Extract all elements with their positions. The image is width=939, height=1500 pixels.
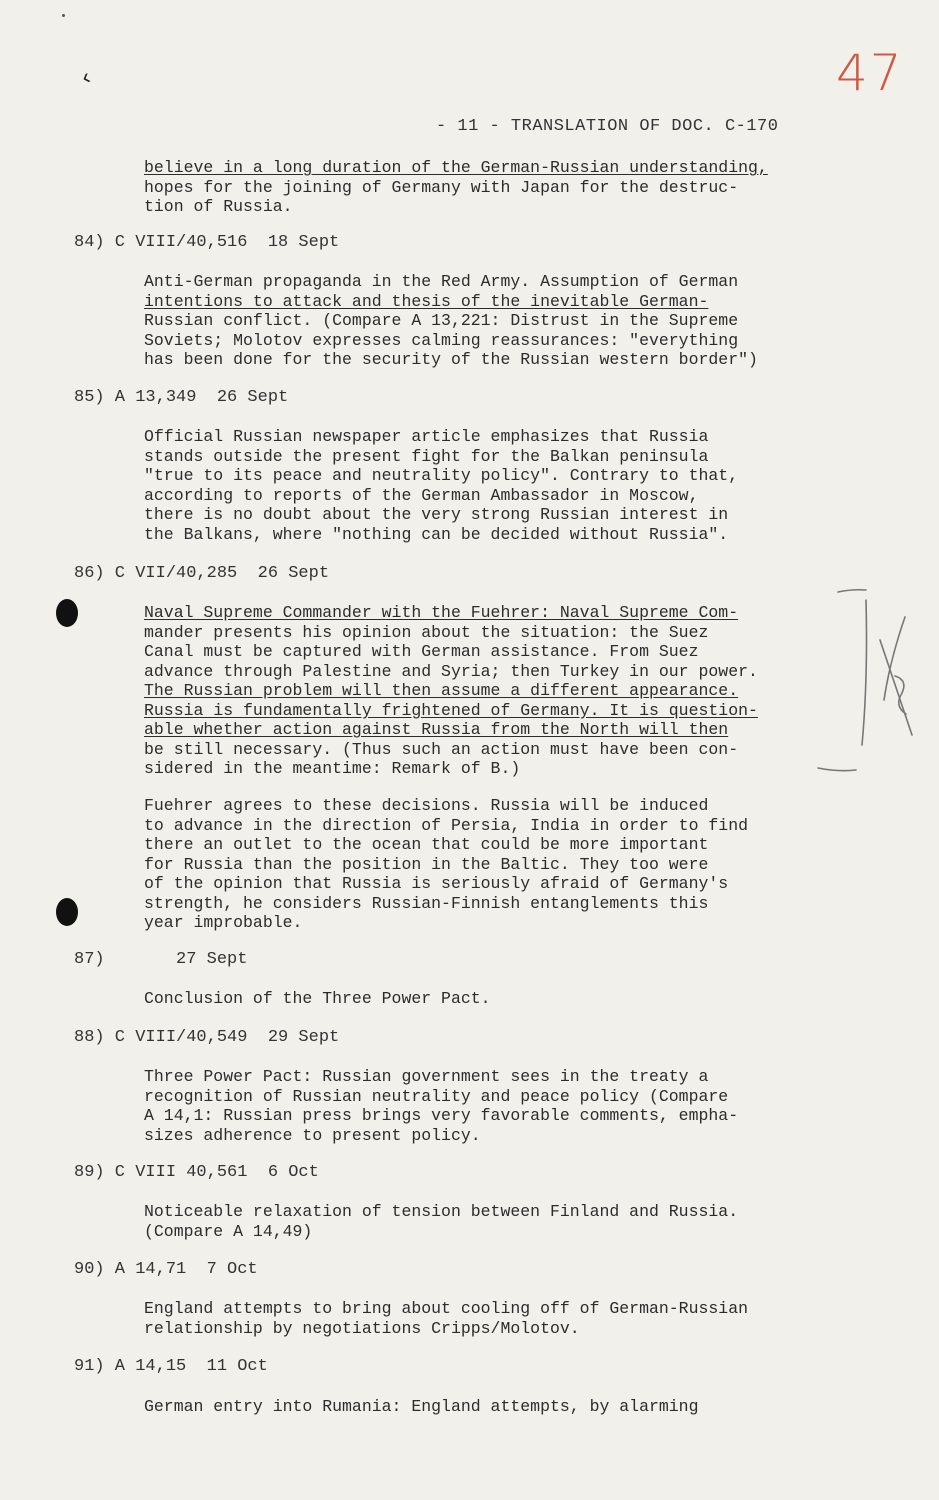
entry-85-line: Official Russian newspaper article emphasizes that Russia <box>144 427 709 446</box>
entry-85-id: 85) A 13,349 26 Sept <box>74 388 289 407</box>
entry-90-line: England attempts to bring about cooling off of German-Russian <box>144 1299 748 1318</box>
entry-90-id: 90) A 14,71 7 Oct <box>74 1260 258 1279</box>
entry-84-line: intentions to attack and thesis of the inevitable German- <box>144 291 709 311</box>
entry-89-line: Noticeable relaxation of tension between Finland and Russia. <box>144 1202 739 1221</box>
entry-86-line: Naval Supreme Commander with the Fuehrer: Naval Supreme Com- <box>144 603 739 622</box>
entry-85-line: "true to its peace and neutrality policy". Contrary to that, <box>144 466 739 485</box>
entry-86-line-2: year improbable. <box>144 913 303 932</box>
entry-86-text <box>144 603 864 779</box>
entry-84-line: Anti-German propaganda in the Red Army. Assumption of German <box>144 272 739 291</box>
entry-86-line: Canal must be captured with German assistance. From Suez <box>144 642 699 661</box>
entry-86-line-2: to advance in the direction of Persia, India in order to find <box>144 815 748 835</box>
speck-mark <box>62 14 65 17</box>
entry-85-line: according to reports of the German Ambassador in Moscow, <box>144 485 699 505</box>
entry-89-id: 89) C VIII 40,561 6 Oct <box>74 1163 319 1182</box>
entry-88-line: sizes adherence to present policy. <box>144 1125 481 1145</box>
entry-86-line-2: Fuehrer agrees to these decisions. Russia will be induced <box>144 796 709 815</box>
document-header: - 11 - TRANSLATION OF DOC. C-170 <box>436 117 779 136</box>
entry-86-line-2: of the opinion that Russia is seriously afraid of Germany's <box>144 874 729 893</box>
entry-86-line: able whether action against Russia from the North will then <box>144 720 729 739</box>
binder-hole <box>56 898 78 926</box>
binder-hole <box>56 599 78 627</box>
entry-86-line-2: strength, he considers Russian-Finnish entanglements this <box>144 893 709 913</box>
pencil-tick-icon: ‹ <box>76 64 98 93</box>
intro-line-1: believe in a long duration of the German-Russian understanding, <box>144 158 768 177</box>
intro-line-3: tion of Russia. <box>144 197 293 216</box>
entry-86-id: 86) C VII/40,285 26 Sept <box>74 564 330 583</box>
entry-84-line: Russian conflict. (Compare A 13,221: Distrust in the Supreme <box>144 311 739 330</box>
entry-84-text <box>144 272 864 370</box>
entry-87-line: Conclusion of the Three Power Pact. <box>144 989 491 1008</box>
entry-86-line-2: for Russia than the position in the Baltic. They too were <box>144 854 709 874</box>
entry-91-text <box>144 1397 864 1417</box>
entry-84-line: Soviets; Molotov expresses calming reassurances: "everything <box>144 330 739 350</box>
entry-85-line: there is no doubt about the very strong Russian interest in <box>144 505 729 524</box>
entry-88-line: A 14,1: Russian press brings very favorable comments, empha- <box>144 1106 739 1125</box>
entry-86-line: Russia is fundamentally frightened of Germany. It is question- <box>144 700 758 720</box>
entry-86-line: sidered in the meantime: Remark of B.) <box>144 759 521 778</box>
page-number: 47 <box>836 44 904 102</box>
entry-86-line: advance through Palestine and Syria; then Turkey in our power. <box>144 661 758 681</box>
entry-85-text <box>144 427 864 544</box>
entry-91-id: 91) A 14,15 11 Oct <box>74 1357 268 1376</box>
entry-89-line: (Compare A 14,49) <box>144 1221 313 1241</box>
entry-85-line: the Balkans, where "nothing can be decided without Russia". <box>144 524 729 544</box>
entry-91-line: German entry into Rumania: England attempts, by alarming <box>144 1397 699 1416</box>
entry-86-line: mander presents his opinion about the situation: the Suez <box>144 622 709 642</box>
entry-88-text <box>144 1067 864 1145</box>
entry-90-line: relationship by negotiations Cripps/Molotov. <box>144 1318 580 1338</box>
entry-86-text-2 <box>144 796 864 933</box>
entry-86-line: The Russian problem will then assume a different appearance. <box>144 681 739 700</box>
intro-paragraph <box>144 158 864 217</box>
entry-89-text <box>144 1202 864 1241</box>
entry-88-line: Three Power Pact: Russian government sees in the treaty a <box>144 1067 709 1086</box>
entry-87-text <box>144 989 864 1009</box>
entry-86-line: be still necessary. (Thus such an action must have been con- <box>144 739 739 759</box>
intro-line-2: hopes for the joining of Germany with Japan for the destruc- <box>144 177 739 197</box>
entry-88-line: recognition of Russian neutrality and peace policy (Compare <box>144 1086 729 1106</box>
entry-90-text <box>144 1299 864 1338</box>
entry-88-id: 88) C VIII/40,549 29 Sept <box>74 1028 340 1047</box>
entry-86-line-2: there an outlet to the ocean that could be more important <box>144 835 709 854</box>
entry-85-line: stands outside the present fight for the Balkan peninsula <box>144 446 709 466</box>
entry-84-line: has been done for the security of the Russian western border") <box>144 350 758 369</box>
entry-84-id: 84) C VIII/40,516 18 Sept <box>74 233 340 252</box>
entry-87-id: 87) 27 Sept <box>74 950 248 969</box>
